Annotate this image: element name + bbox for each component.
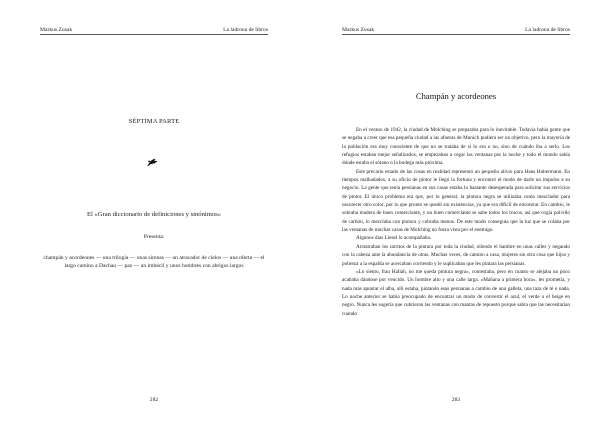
right-page — [300, 0, 600, 424]
running-header — [342, 26, 570, 35]
header-author: Markus Zusak — [40, 27, 73, 33]
header-author: Markus Zusak — [342, 27, 375, 33]
body-paragraph: «Lo siento, frau Hallah, no me queda pintura negra», contestaba, pero en cuanto se alejaba un poco acababa dándose por vencido. Un hombre alto y una calle larga. «Mañana a primera hora», les prometía, y nada más apuntar el alba, allí estaba, pintando esas persianas a cambio de una galleta, una taza de té o nada. Lo noche anterior se había preocupado de encontrar un modo de convertir el azul, el verde o el beige en negro. Nunca les sugería que cubrieran las ventanas con mantas de repuesto porque sabía que las necesitarían cuando — [342, 268, 570, 317]
running-header — [40, 26, 268, 35]
body-paragraph: En el verano de 1942, la ciudad de Molching se preparaba para lo inevitable. Todavía había gente que se negaba a creer que esa pequeña ciudad a las afueras de Munich pudiera ser un objetivo, pero la mayoría de la población era muy consciente de que no se trataba de si lo era o no, sino de cuándo iba a serlo. Los refugios estaban mejor señalizados, se empezaban a cegar las ventanas por la noche y todo el mundo sabía dónde estaba el sótano o la bodega más próxima. — [342, 127, 570, 167]
part-title: SÉPTIMA PARTE — [128, 118, 180, 125]
body-paragraph: Este precario estado de las cosas en realidad representó un pequeño alivio para Hans Hubermann. En tiempos malhadados, a su oficio de pintor le llegó la fortuna y encontró el modo de darle un impulso a su negocio. La gente que tenía persianas en sus casas estaba lo bastante desesperada para solicitar sus servicios de pintor. El único problema era que, por lo general, la pintura negra se utilizaba como mezclador para oscurecer otro color, por lo que pronto se quedó sin existencias, ya que era difícil de encontrar. En cambio, le sobraba madera de buen comerciante, y un buen comerciante se sabe todos los trucos, así que cogía polvillo de carbón, lo mezclaba con pintura y cobraba menos. De este modo conseguía que la luz que se colaba por las ventanas de muchas casas de Molching no fuera vista por el enemigo. — [342, 168, 570, 234]
dictionary-title: El «Gran diccionario de definiciones y sinónimos» — [86, 211, 222, 218]
fleuron-icon — [146, 158, 158, 167]
body-paragraph: Algunos días Liesel lo acompañaba. — [356, 235, 432, 242]
part-contents: champán y acordeones — una trilogía — unas sirenas — un atracador de cielos — una oferta — el largo camino a Dachau — paz — un imbécil y unos hombres con abrigos largos — [43, 255, 265, 270]
page-number-right: 283 — [451, 397, 461, 403]
body-paragraph: Arrastraban los tarritos de la pintura por toda la ciudad, oliendo el hambre en unas calles y negando con la cabeza ante la abundancia de otras. Muchas veces, de camino a casa, mujeres sin otra cosa que hijos y pobreza a la espalda se acercaban corriendo y le suplicaban que les pintara las persianas. — [342, 243, 570, 267]
presents-label: Presenta: — [143, 234, 165, 240]
chapter-body — [342, 126, 570, 318]
header-book-title: La ladrona de libros — [223, 27, 268, 33]
page-number-left: 282 — [149, 397, 159, 403]
header-book-title: La ladrona de libros — [525, 27, 570, 33]
chapter-title: Champán y acordeones — [415, 91, 497, 101]
